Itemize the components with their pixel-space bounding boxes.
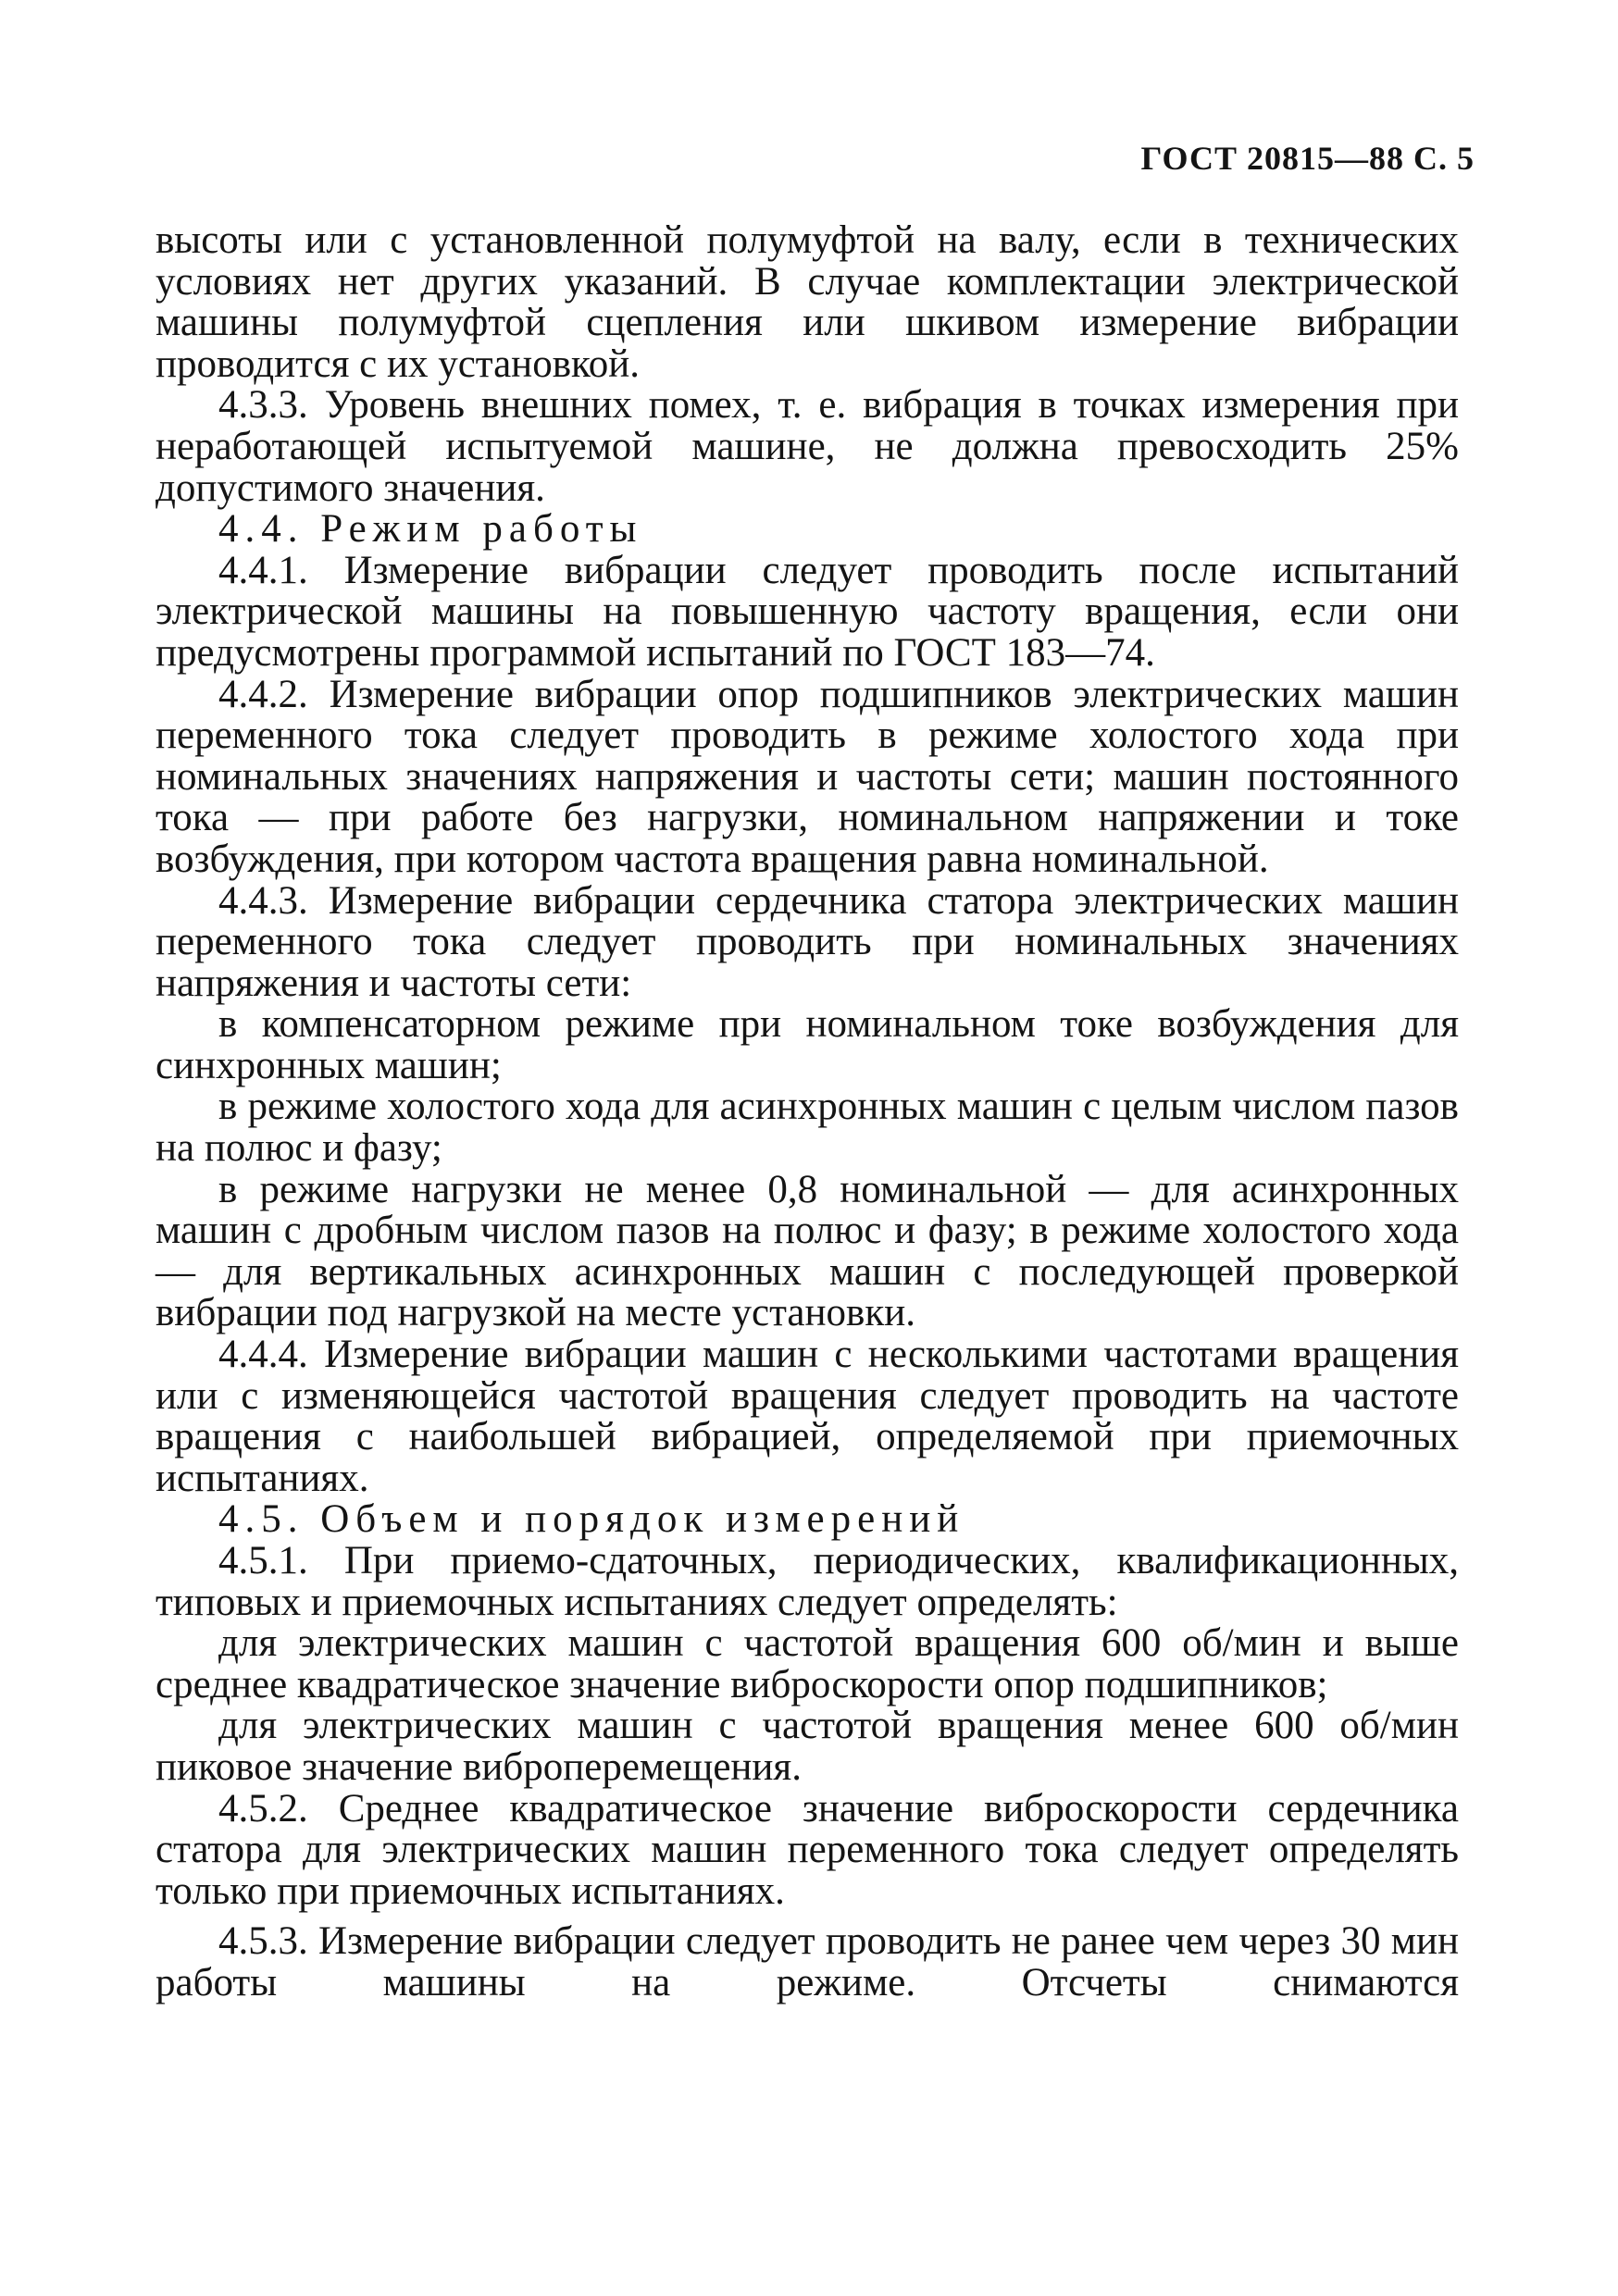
page-header: ГОСТ 20815—88 С. 5 xyxy=(1140,140,1475,177)
paragraph-4-5-1: 4.5.1. При приемо-сдаточных, периодических, квалификационных, типовых и приемочных испытаниях следует определять: xyxy=(156,1539,1459,1624)
list-item-low-speed: для электрических машин с частотой вращения менее 600 об/мин пиковое значение виброперемещения. xyxy=(156,1704,1459,1789)
list-item-load-mode: в режиме нагрузки не менее 0,8 номинальной — для асинхронных машин с дробным числом пазов на полюс и фазу; в режиме холостого хода — для вертикальных асинхронных машин с последующей проверкой вибрации под нагрузкой на месте установки. xyxy=(156,1167,1459,1335)
section-heading-4-4: 4.4. Режим работы xyxy=(218,507,643,552)
list-item-compensator-mode: в компенсаторном режиме при номинальном токе возбуждения для синхронных машин; xyxy=(156,1002,1459,1087)
document-body xyxy=(156,220,1459,2004)
paragraph-4-4-1: 4.4.1. Измерение вибрации следует проводить после испытаний электрической машины на повышенную частоту вращения, если они предусмотрены программой испытаний по ГОСТ 183—74. xyxy=(156,548,1459,675)
paragraph-4-4-2: 4.4.2. Измерение вибрации опор подшипников электрических машин переменного тока следует проводить в режиме холостого хода при номинальных значениях напряжения и частоты сети; машин постоянного тока — при работе без нагрузки, номинальном напряжении и токе возбуждения, при котором частота вращения равна номинальной. xyxy=(156,672,1459,881)
paragraph-4-5-2: 4.5.2. Среднее квадратическое значение виброскорости сердечника статора для электрических машин переменного тока следует определять только при приемочных испытаниях. xyxy=(156,1786,1459,1913)
paragraph-continuation: высоты или с установленной полумуфтой на валу, если в технических условиях нет других указаний. В случае комплектации электрической машины полумуфтой сцепления или шкивом измерение вибрации проводится с их установкой. xyxy=(156,218,1459,386)
list-item-high-speed: для электрических машин с частотой вращения 600 об/мин и выше среднее квадратическое значение виброскорости опор подшипников; xyxy=(156,1621,1459,1706)
paragraph-4-4-3: 4.4.3. Измерение вибрации сердечника статора электрических машин переменного тока следует проводить при номинальных значениях напряжения и частоты сети: xyxy=(156,878,1459,1005)
paragraph-4-3-3: 4.3.3. Уровень внешних помех, т. е. вибрация в точках измерения при неработающей испытуемой машине, не должна превосходить 25% допустимого значения. xyxy=(156,383,1459,510)
list-item-idle-mode: в режиме холостого хода для асинхронных машин с целым числом пазов на полюс и фазу; xyxy=(156,1085,1459,1171)
section-heading-4-5: 4.5. Объем и порядок измерений xyxy=(218,1497,965,1542)
paragraph-4-5-3: 4.5.3. Измерение вибрации следует проводить не ранее чем через 30 мин работы машины на режиме. Отсчеты снимаются xyxy=(156,1919,1459,2004)
paragraph-4-4-4: 4.4.4. Измерение вибрации машин с несколькими частотами вращения или с изменяющейся частотой вращения следует проводить на частоте вращения с наибольшей вибрацией, определяемой при приемочных испытаниях. xyxy=(156,1333,1459,1500)
